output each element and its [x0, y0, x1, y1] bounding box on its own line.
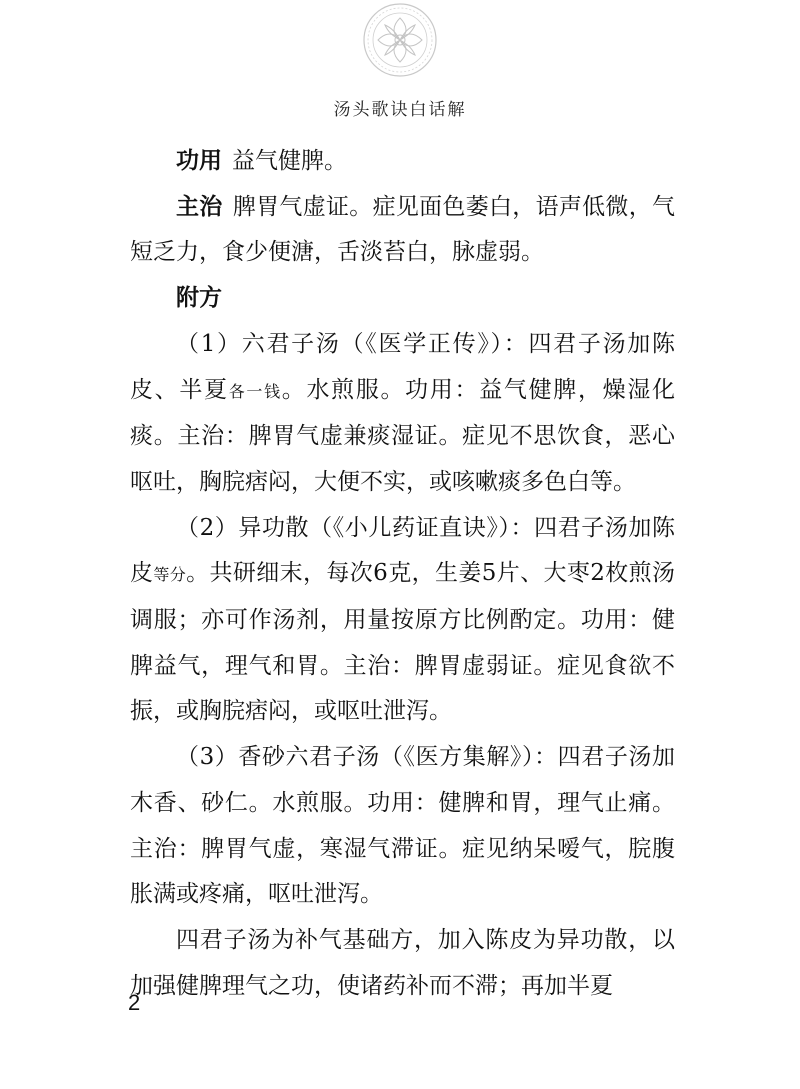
- efficacy-paragraph: [130, 139, 675, 185]
- indication-paragraph: [130, 185, 675, 276]
- efficacy-text: 益气健脾。: [232, 148, 347, 174]
- formula-2-text-b: 。共研细末，每次6克，生姜5片、大枣2枚煎汤调服；亦可作汤剂，用量按原方比例酌定。功用：健脾益气，理气和胃。主治：脾胃虚弱证。症见食欲不振，或胸脘痞闷，或呕吐泄泻。: [130, 560, 675, 725]
- formula-2-text-a: （2）异功散（《小儿药证直诀》）：四君子汤加陈皮: [130, 514, 675, 587]
- indication-label: 主治: [176, 193, 223, 220]
- commentary-paragraph: [130, 918, 675, 1009]
- efficacy-label: 功用: [176, 148, 222, 174]
- formula-2-dosage-note: 等分: [153, 565, 187, 585]
- indication-text: 脾胃气虚证。症见面色萎白，语声低微，气短乏力，食少便溏，舌淡苔白，脉虚弱。: [130, 193, 676, 266]
- formula-1-paragraph: [130, 322, 675, 506]
- formula-1-text-a: （1）六君子汤（《医学正传》）：四君子汤加陈皮、半夏: [130, 330, 675, 403]
- formula-1-text-b: 。水煎服。功用：益气健脾，燥湿化痰。主治：脾胃气虚兼痰湿证。症见不思饮食，恶心呕吐，胸脘痞闷，大便不实，或咳嗽痰多色白等。: [130, 376, 675, 495]
- formula-1-dosage-note: 各一钱: [228, 381, 282, 401]
- appendix-heading: [130, 276, 675, 322]
- page-number: 2: [128, 990, 141, 1015]
- decorative-emblem-icon: [362, 2, 438, 78]
- page-body: [130, 139, 675, 1009]
- appendix-label: 附方: [176, 285, 222, 312]
- commentary-text: 四君子汤为补气基础方，加入陈皮为异功散，以加强健脾理气之功，使诸药补而不滞；再加半夏: [130, 926, 675, 999]
- formula-2-paragraph: [130, 506, 675, 736]
- formula-3-text: （3）香砂六君子汤（《医方集解》）：四君子汤加木香、砂仁。水煎服。功用：健脾和胃，理气止痛。主治：脾胃气虚，寒湿气滞证。症见纳呆嗳气，脘腹胀满或疼痛，呕吐泄泻。: [130, 744, 675, 908]
- running-header-title: 汤头歌诀白话解: [333, 100, 467, 120]
- formula-3-paragraph: [130, 735, 675, 918]
